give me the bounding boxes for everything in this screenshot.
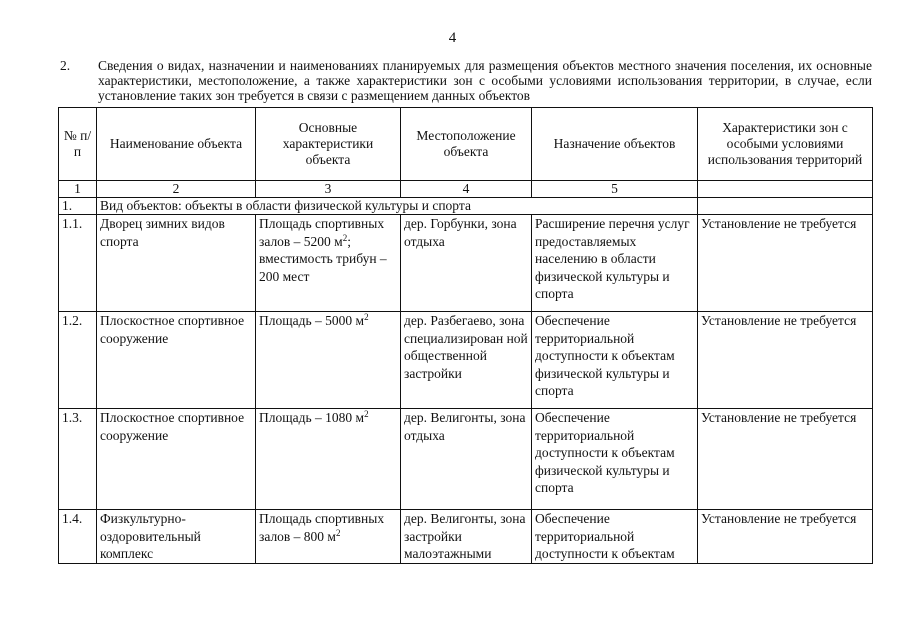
object-location: дер. Горбунки, зона отдыха [401, 215, 532, 312]
section-heading [60, 58, 872, 103]
object-name: Физкультурно-оздоровительный комплекс [97, 510, 256, 564]
header-purpose: Назначение объектов [532, 108, 698, 181]
column-number: 5 [532, 181, 698, 198]
header-location: Местоположение объекта [401, 108, 532, 181]
column-number-row [59, 181, 873, 198]
table-row [59, 215, 873, 312]
object-location: дер. Велигонты, зона отдыха [401, 409, 532, 510]
column-number: 3 [256, 181, 401, 198]
zone-characteristics: Установление не требуется [698, 510, 873, 564]
row-number: 1.3. [59, 409, 97, 510]
object-location: дер. Разбегаево, зона специализирован ной общественной застройки [401, 312, 532, 409]
column-number: 4 [401, 181, 532, 198]
object-name: Плоскостное спортивное сооружение [97, 312, 256, 409]
object-purpose: Обеспечение территориальной доступности к объектам [532, 510, 698, 564]
group-label: Вид объектов: объекты в области физической культуры и спорта [97, 198, 698, 215]
object-name: Плоскостное спортивное сооружение [97, 409, 256, 510]
group-empty-cell [698, 198, 873, 215]
column-number [698, 181, 873, 198]
object-characteristics: Площадь – 1080 $м^2$ [256, 409, 401, 510]
object-characteristics: Площадь спортивных залов – 800 $м^2$ [256, 510, 401, 564]
section-number: 2. [60, 58, 71, 73]
header-zones: Характеристики зон с особыми условиями использования территорий [698, 108, 873, 181]
header-characteristics: Основные характеристики объекта [256, 108, 401, 181]
object-purpose: Расширение перечня услуг предоставляемых населению в области физической культуры и спорта [532, 215, 698, 312]
table-row [59, 312, 873, 409]
object-location: дер. Велигонты, зона застройки малоэтажными [401, 510, 532, 564]
header-number: № п/п [59, 108, 97, 181]
section-description: Сведения о видах, назначении и наименованиях планируемых для размещения объектов местного значения поселения, их основные характеристики, местоположение, а также характеристики зон с особыми условиями использования территории, в случае, если установление таких зон требуется в связи с размещением данных объектов [98, 58, 872, 103]
column-number: 2 [97, 181, 256, 198]
object-characteristics: Площадь спортивных залов – 5200 $м^2$; вместимость трибун – 200 мест [256, 215, 401, 312]
header-name: Наименование объекта [97, 108, 256, 181]
row-number: 1.1. [59, 215, 97, 312]
zone-characteristics: Установление не требуется [698, 312, 873, 409]
zone-characteristics: Установление не требуется [698, 215, 873, 312]
object-purpose: Обеспечение территориальной доступности к объектам физической культуры и спорта [532, 312, 698, 409]
page-number: 4 [448, 30, 457, 46]
object-purpose: Обеспечение территориальной доступности к объектам физической культуры и спорта [532, 409, 698, 510]
group-row [59, 198, 873, 215]
row-number: 1.4. [59, 510, 97, 564]
table-row [59, 510, 873, 564]
table-row [59, 409, 873, 510]
zone-characteristics: Установление не требуется [698, 409, 873, 510]
planned-objects-table [58, 107, 873, 564]
object-name: Дворец зимних видов спорта [97, 215, 256, 312]
table-header-row [59, 108, 873, 181]
object-characteristics: Площадь – 5000 $м^2$ [256, 312, 401, 409]
group-number: 1. [59, 198, 97, 215]
row-number: 1.2. [59, 312, 97, 409]
column-number: 1 [59, 181, 97, 198]
